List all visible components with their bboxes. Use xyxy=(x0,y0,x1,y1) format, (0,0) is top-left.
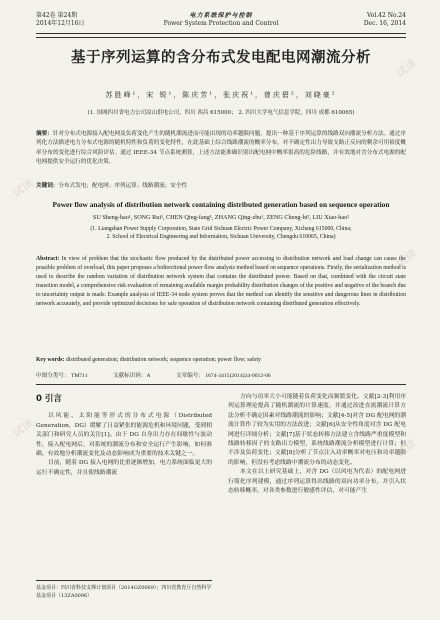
keywords-en-label: Key words: xyxy=(36,357,65,363)
header-rule xyxy=(36,33,406,38)
classification-line xyxy=(36,371,406,379)
section-heading: 0 引言 xyxy=(36,394,62,404)
issue-date-en: Dec. 16, 2014 xyxy=(363,20,406,27)
meta-rule xyxy=(36,384,406,385)
affiliation-en-line2: 2. School of Electrical Engineering and Information, Sichuan University, Chengdu 610065, China) xyxy=(106,234,336,241)
keywords-en xyxy=(36,356,406,364)
clc-number: 中图分类号： TM711 xyxy=(36,373,88,379)
keywords-cn-label: 关键词： xyxy=(36,183,59,189)
volume-issue: 第42卷 第24期 xyxy=(36,12,78,19)
affiliation-en xyxy=(36,225,406,242)
watermark: 试读 xyxy=(393,436,420,461)
issue-date-cn: 2014年12月16日 xyxy=(36,20,85,27)
document-code: 文献标识码：A xyxy=(112,373,151,379)
article-number: 文章编号： 1674-3415(2014)24-0012-06 xyxy=(175,373,271,379)
watermark: 试读 xyxy=(393,246,420,271)
abstract-cn-text: 针对分布式电源接入配电网及负荷变化产生的随机潮流进而可能出现的功率越限问题，提出一种基于序列运算的线路双向潮流分析方法。通过序列化方法描述电力分布式电源的随机特性和负荷的变化特性，在此基础上综合线路潮流的概率分布，对不确定性出力导致支路正反向的剩余可用裕度概率分布的变化进行综合风险评估。通过 IEEE-34 节点系统测算，上述方法能准确识别出配电网中概率很高的危险线路，并有效地对含分布式电源的配电网提供安全运行的优化决策。 xyxy=(36,131,406,165)
watermark: 试读 xyxy=(10,176,37,201)
affiliation: (1. 国网四川省电力公司凉山供电公司，四川 西昌 615000； 2. 四川大学电气信息学院，四川 成都 610065) xyxy=(87,110,355,116)
journal-name-en: Power System Protection and Control xyxy=(163,20,279,27)
abstract-cn xyxy=(36,130,406,167)
author-list-en: SU Sheng-hao¹, SONG Rui¹, CHEN Qing-fang¹, ZHANG Qing-zhu¹, ZENG Cheng-bi², LIU Xiao-hao² xyxy=(92,214,350,221)
keywords-en-text: distributed generation; distribution network; sequence operation; power flow; safety xyxy=(65,357,262,363)
watermark: 试读 xyxy=(10,416,37,441)
abstract-en xyxy=(36,255,406,310)
abstract-cn-label: 摘要： xyxy=(36,131,53,137)
affiliation-en-line1: (1. Liangshan Power Supply Corporation, State Grid Sichuan Electric Power Company, Xichang 615000, China; xyxy=(90,226,352,232)
author-list: 苏胜峰¹，宋 锐¹，陈庆芳¹，张庆祝¹，曾庆碧²，刘晓豪² xyxy=(105,91,337,99)
paper-title-en: Power flow analysis of distribution network containing distributed generation based on sequence operation xyxy=(52,200,390,209)
body-paragraph: 以风能、太阳能等形式的分布式电源（Distributed Generation，DG）缓解了日益紧张的能源危机和环境问题，受到相关部门和研究人员的关注[1]。由于 DG 自身出力存在间歇性与波动性，接入配电网后，对系统的潮流分布和安全运行产生影响，如何准确、有效地分析潮流变化及动态影响成为重要的技术关键之一。 xyxy=(36,413,212,458)
paper-title: 基于序列运算的含分布式发电配电网潮流分析 xyxy=(71,50,371,66)
watermark: 试读 xyxy=(393,56,420,81)
body-column-left xyxy=(36,393,212,478)
keywords-cn-text: 分布式发电；配电网；序列运算；线路潮流；安全性 xyxy=(58,183,188,189)
header-right xyxy=(364,12,406,28)
body-column-right xyxy=(228,393,406,496)
journal-name-cn: 电力系统保护与控制 xyxy=(189,12,253,19)
keywords-cn xyxy=(36,182,406,191)
abstract-en-text: In view of problem that the stochastic flow produced by the distributed power accessing to distribution network and load change can cause the possible problem of overload, this paper proposes a bidirectional power flow analysis method based on sequence operations. Firstly, the serialization method is used to describe the random variation of distribution network system that contains the distributed power. Based on that, combined with the circuit state transition model, a comprehensive risk evaluation of remaining available margin probability distribution changes of the positive and negative of the branch due to uncertainty output is made. Example analysis of IEEE-34 node system proves that the method can identify the sensitive and dangerous lines in distribution network accurately, and provide optimized decisions for safe operation of distribution network containing distributed generation effectively. xyxy=(36,256,406,308)
running-header xyxy=(36,12,406,34)
header-center xyxy=(36,12,406,28)
volume-issue-en: Vol.42 No.24 xyxy=(366,12,406,19)
body-paragraph: 方向与功率大小可能随着负荷变化而频繁变化。文献[2-3]利用序列运算理论提高了随机潮流的计算速度，并通过改进直流潮流计算方法分析不确定因素对线路潮流的影响；文献[4-5]对含 DG 配电网的潮流计算作了较为实用的方法改进；文献[6]从安全性角度对含 DG 配电网进行详细分析；文献[7]基于状态转移方法建立含线路严重度模型和线路转移因子的支路出力模型，系统线路潮流分析模型进行计算；但不涉及负荷变化；文献[8]分析了节点注入功率概率对电压和功率越限的影响，但没有考虑线路中潮流分布的动态变化。 xyxy=(228,394,406,466)
abstract-en-label: Abstract: xyxy=(36,256,60,262)
funding-footnote: 基金项目：四川省科技支撑计划项目（2014GZ0069）；四川省教育厅自然科学基金项目（13ZA0096） xyxy=(36,580,212,600)
body-paragraph: 目前，随着 DG 接入电网的比重逐渐增加，电力系统面临更大的运行不确定性，并且使线路潮流 xyxy=(36,460,212,476)
body-paragraph: 本文在以上研究基础上，对含 DG（以风电为代表）的配电网进行简化序列建模，通过序列运算得出线路的双向功率分布，并引入状态转移概率，对各类参数进行敏感性评估，对可能产生 xyxy=(228,469,406,495)
